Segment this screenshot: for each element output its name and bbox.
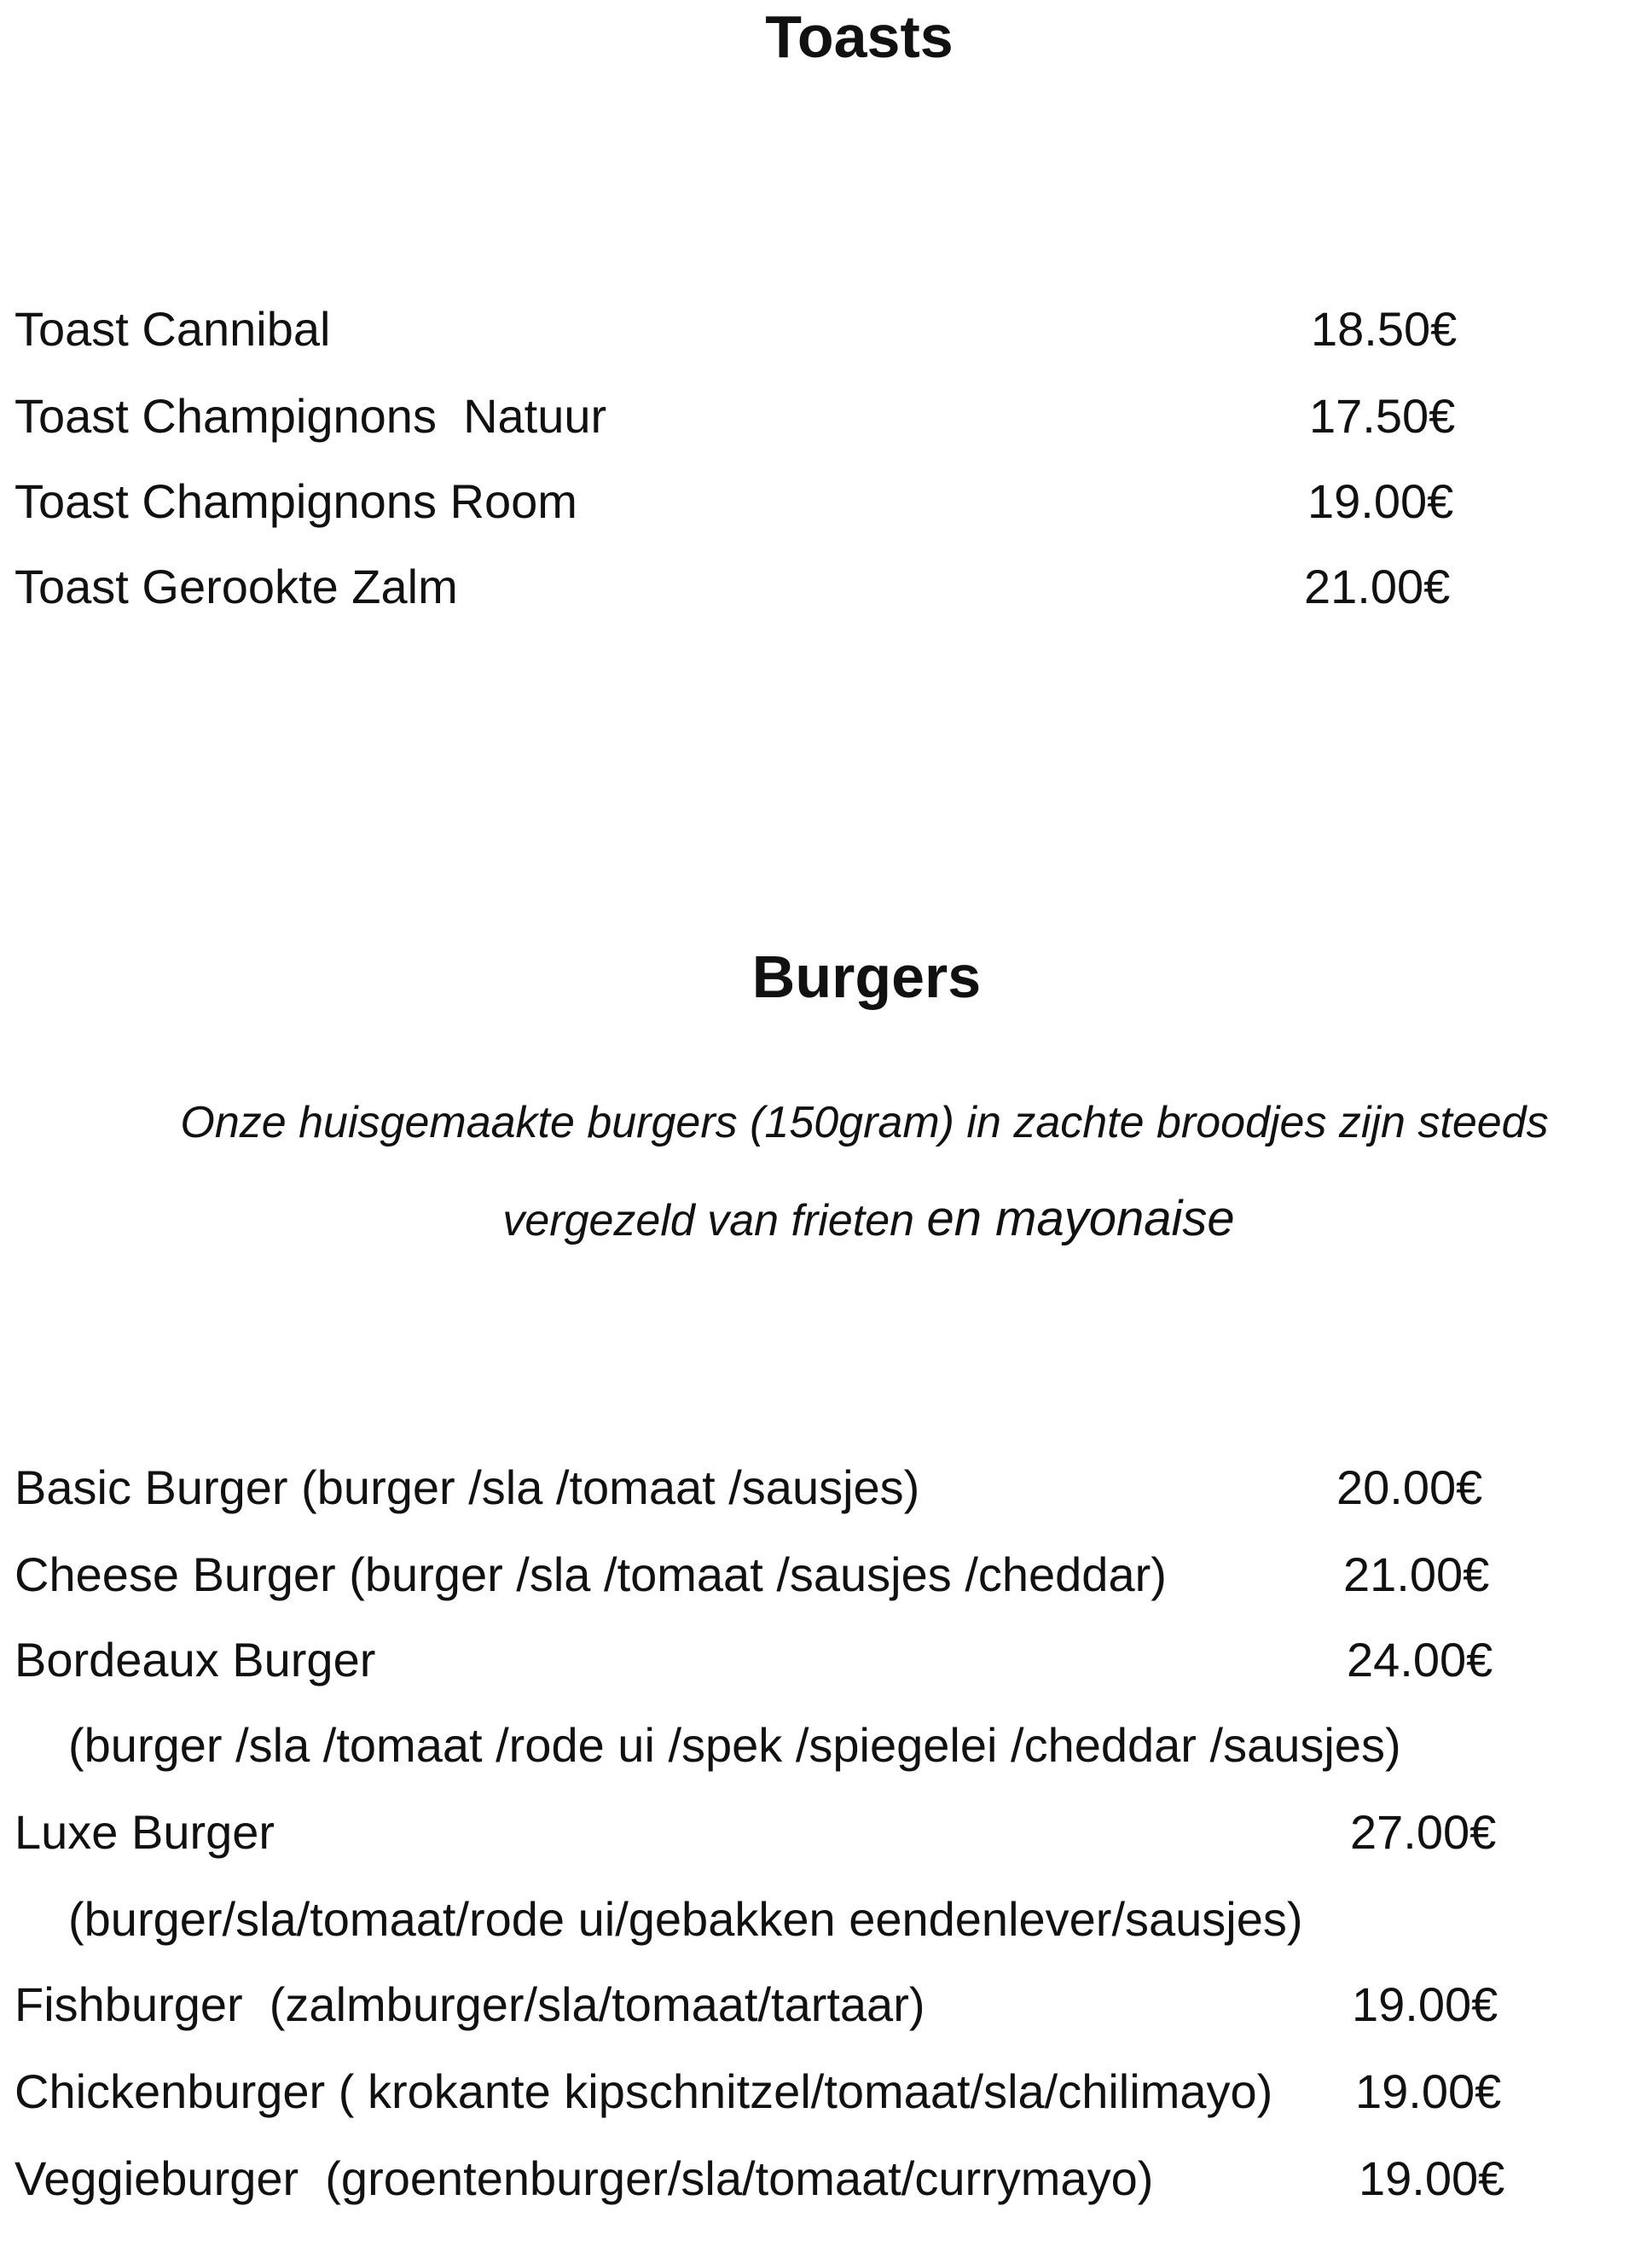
item-name: Basic Burger (burger /sla /tomaat /sausjes): [14, 1460, 920, 1514]
item-name: Veggieburger (groentenburger/sla/tomaat/currymayo): [14, 2151, 1154, 2205]
item-price: 19.00€: [1307, 474, 1454, 528]
item-name: Cheese Burger (burger /sla /tomaat /sausjes /cheddar): [14, 1547, 1167, 1601]
item-price: 20.00€: [1336, 1460, 1483, 1514]
item-price: 21.00€: [1304, 560, 1451, 613]
toasts-heading: Toasts: [765, 3, 954, 70]
item-name: Chickenburger ( krokante kipschnitzel/tomaat/sla/chilimayo): [14, 2064, 1273, 2118]
burgers-intro-line-2: [0, 1191, 1652, 1246]
item-name: Toast Champignons Room: [14, 474, 577, 528]
bordeaux-burger-details: (burger /sla /tomaat /rode ui /spek /spiegelei /cheddar /sausjes): [68, 1718, 1401, 1772]
item-name: Luxe Burger: [14, 1805, 275, 1859]
intro-text-part-1: vergezeld van frieten: [502, 1196, 927, 1245]
luxe-burger-details: (burger/sla/tomaat/rode ui/gebakken eendenlever/sausjes): [68, 1892, 1303, 1946]
item-name: Toast Gerookte Zalm: [14, 560, 458, 613]
item-name: Bordeaux Burger: [14, 1633, 376, 1687]
item-name: Toast Cannibal: [14, 302, 331, 356]
item-price: 27.00€: [1350, 1805, 1497, 1859]
item-price: 19.00€: [1352, 1977, 1498, 2031]
item-name: Fishburger (zalmburger/sla/tomaat/tartaar): [14, 1977, 925, 2031]
item-price: 18.50€: [1311, 302, 1458, 356]
item-price: 17.50€: [1309, 389, 1456, 443]
burgers-intro-line-1: Onze huisgemaakte burgers (150gram) in zachte broodjes zijn steeds: [180, 1098, 1549, 1147]
item-price: 24.00€: [1347, 1633, 1493, 1687]
item-price: 21.00€: [1343, 1547, 1490, 1601]
item-price: 19.00€: [1359, 2151, 1505, 2205]
item-price: 19.00€: [1355, 2064, 1502, 2118]
item-name: Toast Champignons Natuur: [14, 389, 607, 443]
intro-text-part-2: en mayonaise: [926, 1191, 1235, 1246]
burgers-heading: Burgers: [751, 943, 982, 1010]
